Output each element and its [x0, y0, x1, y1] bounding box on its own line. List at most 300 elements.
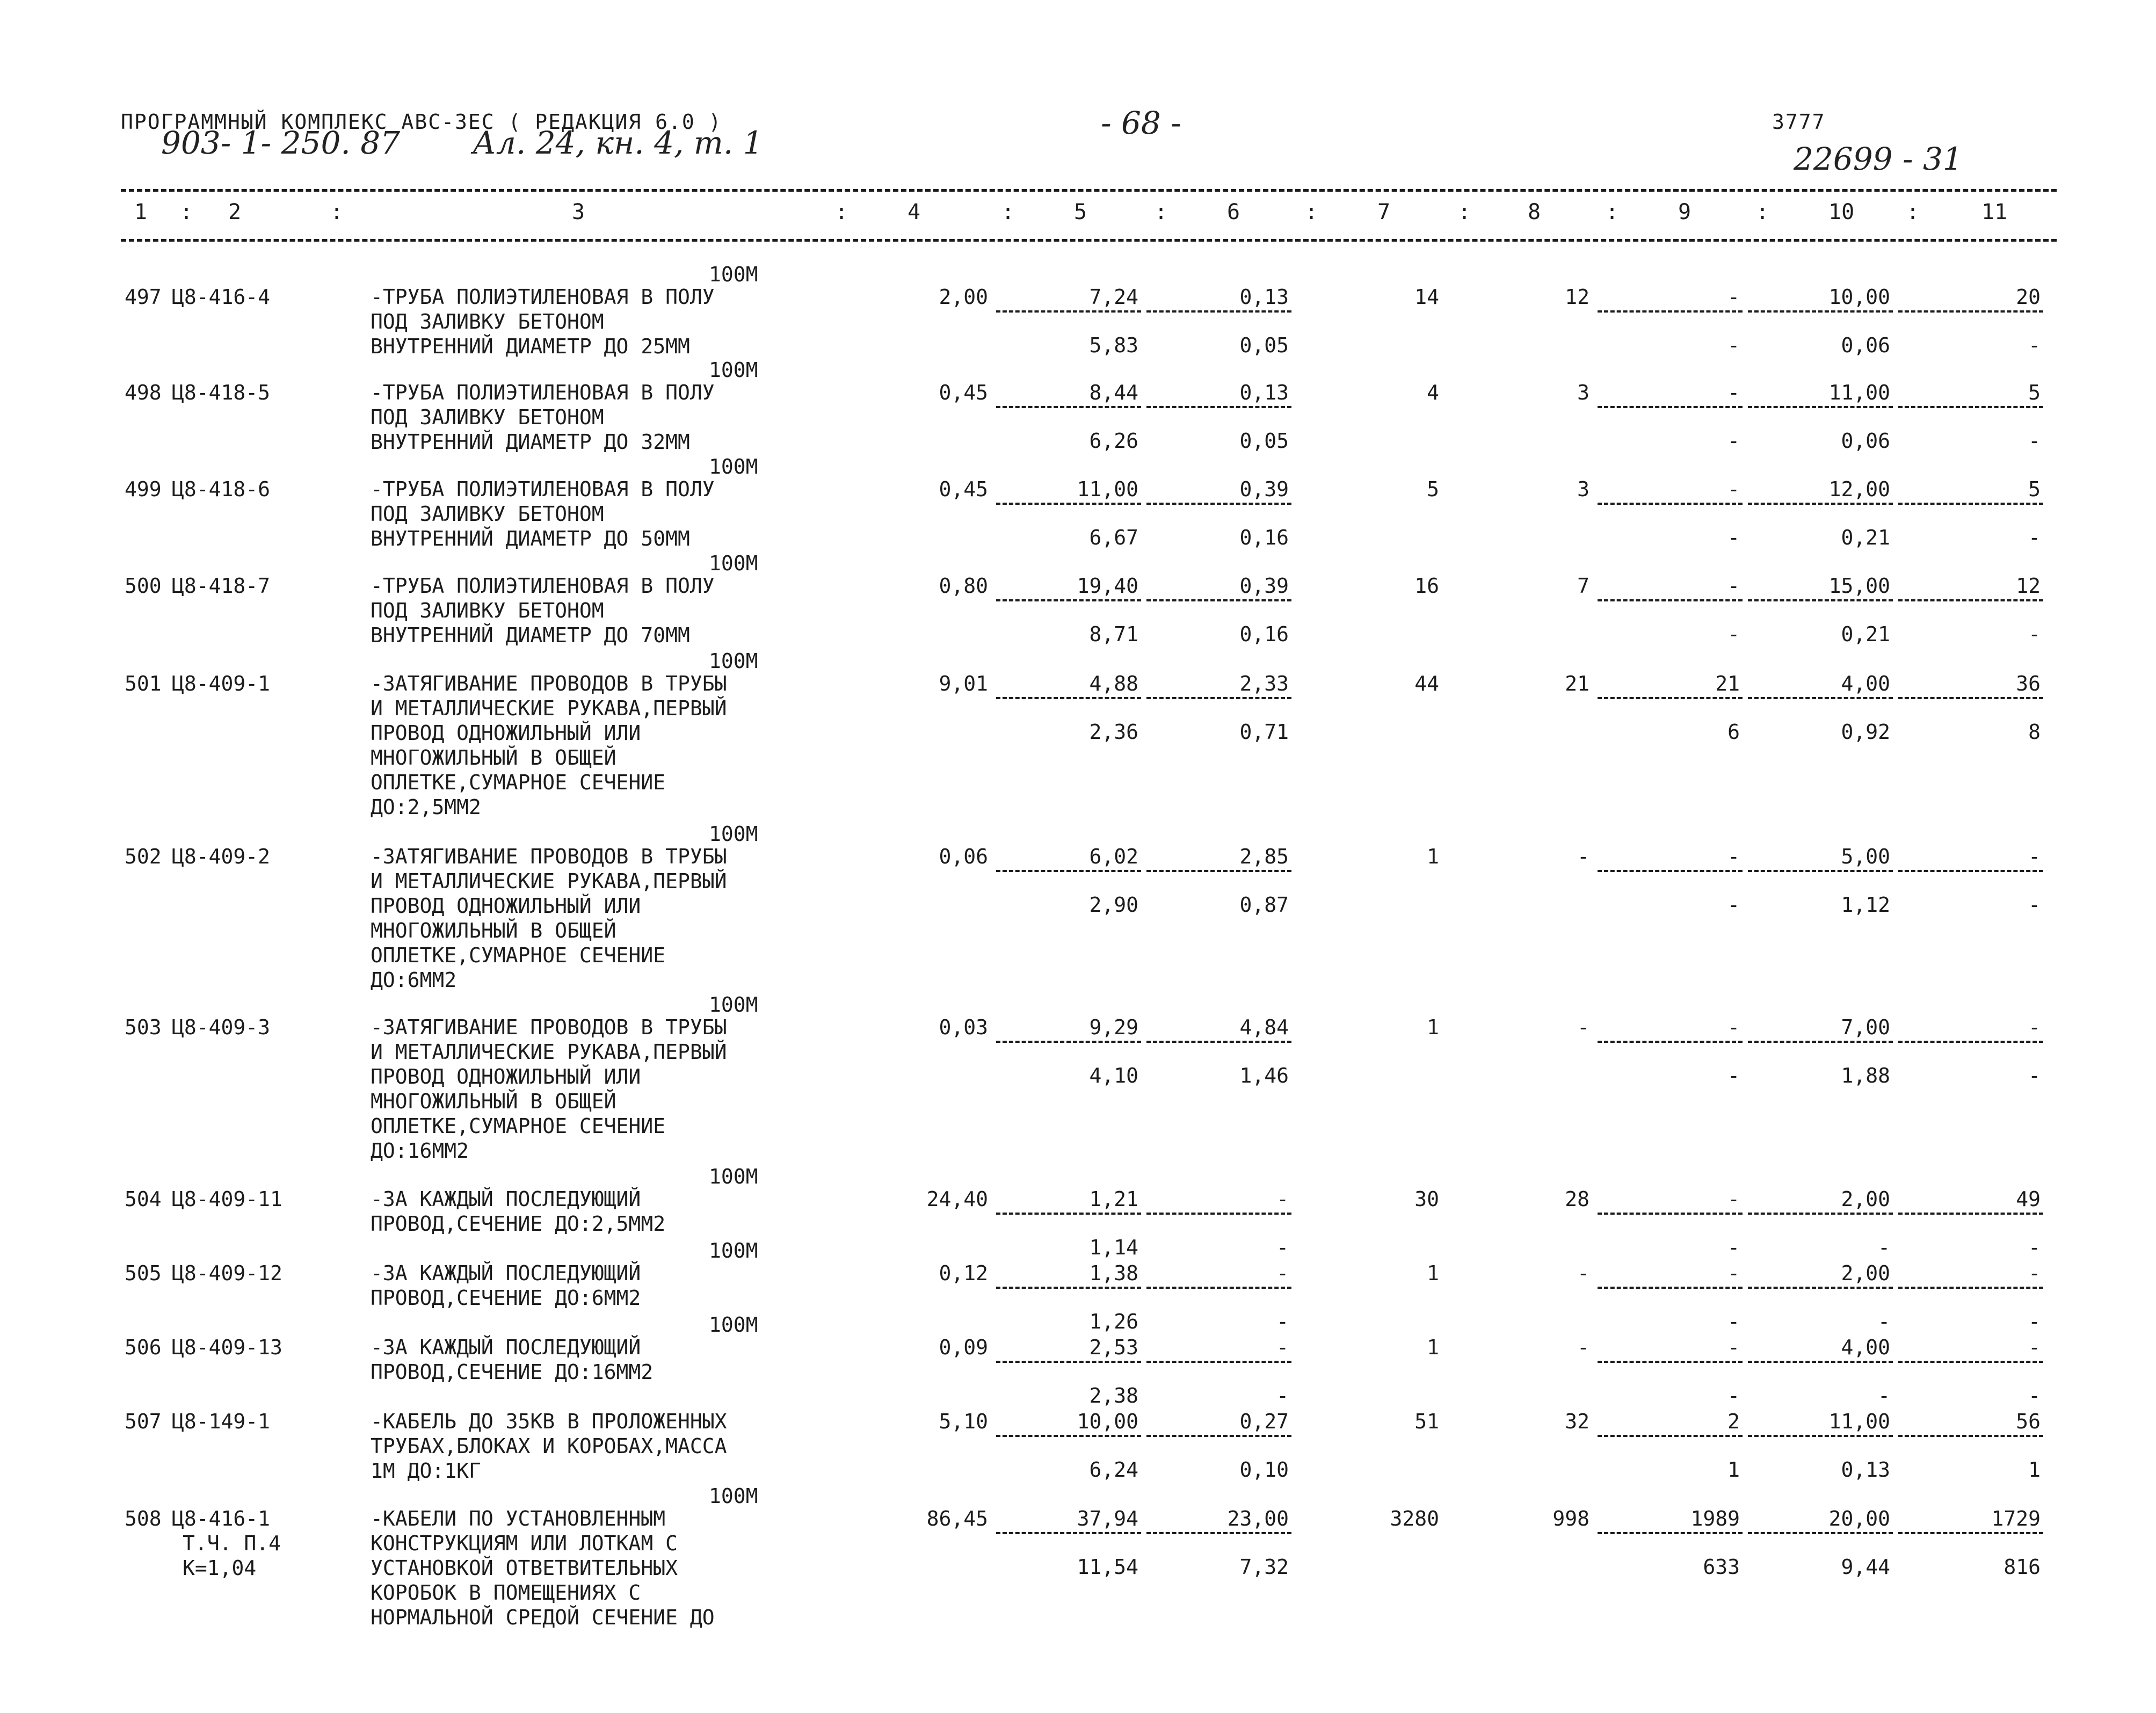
labor-total: - — [2028, 1015, 2041, 1039]
total-machines: - — [1727, 1261, 1740, 1285]
work-description — [371, 844, 854, 992]
description-line: ОПЛЕТКЕ,СУМАРНОЕ СЕЧЕНИЕ — [371, 771, 666, 794]
dashed-separator — [1898, 1287, 2043, 1289]
unit-label: 100М — [709, 649, 758, 673]
total-machine-wages: 633 — [1703, 1555, 1740, 1579]
rate-coefficient: К=1,04 — [183, 1556, 257, 1580]
column-number-8: 8 — [1528, 200, 1541, 224]
dashed-separator — [1598, 599, 1743, 601]
unit-cost-total: 7,24 — [1089, 285, 1138, 309]
description-line: -ЗАТЯГИВАНИЕ ПРОВОДОВ В ТРУБЫ — [371, 1015, 727, 1039]
unit-cost-total: 6,02 — [1089, 845, 1138, 868]
dashed-separator — [996, 1041, 1141, 1043]
dashed-separator — [996, 1361, 1141, 1363]
unit-cost-machines: 0,13 — [1239, 381, 1289, 404]
quantity: 0,06 — [939, 845, 988, 868]
dashed-separator — [1598, 697, 1743, 699]
description-line: ПРОВОД,СЕЧЕНИЕ ДО:16ММ2 — [371, 1360, 654, 1384]
description-line: ОПЛЕТКЕ,СУМАРНОЕ СЕЧЕНИЕ — [371, 943, 666, 967]
description-line: -ТРУБА ПОЛИЭТИЛЕНОВАЯ В ПОЛУ — [371, 574, 715, 598]
total-machine-wages: - — [1727, 1310, 1740, 1333]
unit-cost-machines: 23,00 — [1227, 1507, 1289, 1530]
column-number-6: 6 — [1227, 200, 1240, 224]
column-separator: : — [1458, 200, 1471, 224]
unit-cost-total: 1,38 — [1089, 1261, 1138, 1285]
column-number-4: 4 — [908, 200, 921, 224]
total-cost: 1 — [1427, 1335, 1439, 1359]
unit-cost-wages: 8,71 — [1089, 622, 1138, 646]
total-wages: 12 — [1565, 285, 1589, 309]
dashed-separator — [1898, 599, 2043, 601]
row-number: 504 — [125, 1187, 162, 1211]
dashed-separator — [996, 1532, 1141, 1534]
dashed-separator — [1898, 406, 2043, 408]
labor-per-unit: 4,00 — [1841, 672, 1890, 695]
description-line: И МЕТАЛЛИЧЕСКИЕ РУКАВА,ПЕРВЫЙ — [371, 696, 727, 720]
total-machine-wages: - — [1727, 1384, 1740, 1407]
dashed-separator — [1898, 870, 2043, 872]
total-wages: 3 — [1577, 477, 1589, 501]
unit-cost-machine-wages: 0,10 — [1239, 1458, 1289, 1482]
archive-number: 22699 - 31 — [1794, 141, 1963, 177]
labor-total: 12 — [2016, 574, 2041, 598]
total-wages: 3 — [1577, 381, 1589, 404]
total-cost: 1 — [1427, 1015, 1439, 1039]
unit-cost-total: 19,40 — [1077, 574, 1138, 598]
total-cost: 30 — [1414, 1187, 1439, 1211]
project-code: 903- 1- 250. 87 — [161, 125, 401, 161]
total-machine-wages: - — [1727, 1236, 1740, 1259]
description-line: ПОД ЗАЛИВКУ БЕТОНОМ — [371, 502, 604, 526]
unit-cost-wages: 1,26 — [1089, 1310, 1138, 1333]
program-line: ПРОГРАММНЫЙ КОМПЛЕКС АВС-3ЕС ( РЕДАКЦИЯ 6.0 ) — [121, 110, 722, 134]
unit-cost-total: 2,53 — [1089, 1335, 1138, 1359]
column-separator: : — [1001, 200, 1015, 224]
column-separator: : — [1606, 200, 1619, 224]
machinist-labor-per-unit: 0,21 — [1841, 622, 1890, 646]
total-cost: 4 — [1427, 381, 1439, 404]
unit-cost-wages: 11,54 — [1077, 1555, 1138, 1579]
unit-cost-machine-wages: 0,16 — [1239, 622, 1289, 646]
row-number: 497 — [125, 285, 162, 309]
machinist-labor-total: - — [2028, 622, 2041, 646]
column-number-9: 9 — [1678, 200, 1692, 224]
description-line: -ЗА КАЖДЫЙ ПОСЛЕДУЮЩИЙ — [371, 1261, 641, 1285]
total-cost: 16 — [1414, 574, 1439, 598]
rate-code: Ц8-418-6 — [172, 477, 271, 501]
machinist-labor-per-unit: 0,21 — [1841, 526, 1890, 549]
unit-cost-wages: 2,36 — [1089, 720, 1138, 744]
description-line: ОПЛЕТКЕ,СУМАРНОЕ СЕЧЕНИЕ — [371, 1114, 666, 1138]
machinist-labor-per-unit: 1,12 — [1841, 893, 1890, 917]
total-machine-wages: 6 — [1727, 720, 1740, 744]
quantity: 5,10 — [939, 1410, 988, 1433]
dashed-separator — [1598, 406, 1743, 408]
row-number: 508 — [125, 1507, 162, 1530]
dashed-separator — [1598, 1361, 1743, 1363]
work-description — [371, 671, 854, 819]
dashed-separator — [1146, 1041, 1291, 1043]
row-number: 502 — [125, 845, 162, 868]
unit-cost-total: 37,94 — [1077, 1507, 1138, 1530]
description-line: И МЕТАЛЛИЧЕСКИЕ РУКАВА,ПЕРВЫЙ — [371, 869, 727, 893]
row-number: 507 — [125, 1410, 162, 1433]
description-line: КОРОБОК В ПОМЕЩЕНИЯХ С — [371, 1581, 641, 1605]
column-separator: : — [330, 200, 344, 224]
dashed-separator — [1146, 697, 1291, 699]
dashed-separator — [1598, 1041, 1743, 1043]
unit-label: 100М — [709, 1313, 758, 1337]
column-separator: : — [835, 200, 848, 224]
unit-cost-wages: 4,10 — [1089, 1064, 1138, 1087]
dashed-separator — [1598, 1287, 1743, 1289]
total-machines: 1989 — [1690, 1507, 1740, 1530]
unit-cost-total: 1,21 — [1089, 1187, 1138, 1211]
unit-cost-wages: 6,26 — [1089, 429, 1138, 453]
description-line: ВНУТРЕННИЙ ДИАМЕТР ДО 70ММ — [371, 623, 690, 647]
dashed-separator — [1146, 1287, 1291, 1289]
total-wages: 998 — [1552, 1507, 1589, 1530]
description-line: УСТАНОВКОЙ ОТВЕТВИТЕЛЬНЫХ — [371, 1556, 678, 1580]
machinist-labor-total: - — [2028, 1310, 2041, 1333]
machinist-labor-total: - — [2028, 333, 2041, 357]
rate-code: Ц8-418-5 — [172, 381, 271, 404]
machinist-labor-total: - — [2028, 1236, 2041, 1259]
work-description — [371, 1335, 854, 1384]
work-description — [371, 285, 854, 359]
column-number-2: 2 — [228, 200, 242, 224]
description-line: ВНУТРЕННИЙ ДИАМЕТР ДО 25ММ — [371, 335, 690, 358]
machinist-labor-total: - — [2028, 1064, 2041, 1087]
dashed-separator — [1748, 406, 1893, 408]
labor-per-unit: 20,00 — [1828, 1507, 1890, 1530]
dashed-separator — [1898, 1435, 2043, 1437]
quantity: 86,45 — [926, 1507, 988, 1530]
labor-per-unit: 11,00 — [1828, 381, 1890, 404]
dashed-separator — [996, 697, 1141, 699]
description-line: ПРОВОД ОДНОЖИЛЬНЫЙ ИЛИ — [371, 721, 641, 745]
unit-cost-wages: 6,67 — [1089, 526, 1138, 549]
labor-total: - — [2028, 1335, 2041, 1359]
rate-code: Ц8-409-2 — [172, 845, 271, 868]
unit-cost-machines: 0,39 — [1239, 574, 1289, 598]
dashed-separator — [996, 406, 1141, 408]
dashed-separator — [1598, 1532, 1743, 1534]
dashed-separator — [1748, 1532, 1893, 1534]
unit-cost-machines: 2,33 — [1239, 672, 1289, 695]
quantity: 0,03 — [939, 1015, 988, 1039]
total-cost: 1 — [1427, 845, 1439, 868]
column-separator: : — [1155, 200, 1168, 224]
description-line: ПРОВОД ОДНОЖИЛЬНЫЙ ИЛИ — [371, 894, 641, 918]
quantity: 9,01 — [939, 672, 988, 695]
row-number: 506 — [125, 1335, 162, 1359]
unit-cost-wages: 2,90 — [1089, 893, 1138, 917]
column-number-11: 11 — [1981, 200, 2008, 224]
total-machines: 21 — [1715, 672, 1740, 695]
machinist-labor-per-unit: 0,06 — [1841, 333, 1890, 357]
unit-label: 100М — [709, 1165, 758, 1188]
labor-total: 49 — [2016, 1187, 2041, 1211]
album-reference: Ал. 24, кн. 4, т. 1 — [473, 125, 763, 161]
column-number-3: 3 — [572, 200, 585, 224]
unit-cost-machine-wages: 7,32 — [1239, 1555, 1289, 1579]
rate-code: Ц8-409-11 — [172, 1187, 282, 1211]
dashed-separator — [996, 310, 1141, 313]
total-wages: 32 — [1565, 1410, 1589, 1433]
column-number-10: 10 — [1828, 200, 1855, 224]
unit-label: 100М — [709, 1484, 758, 1508]
machinist-labor-per-unit: 0,92 — [1841, 720, 1890, 744]
dashed-separator — [1146, 870, 1291, 872]
unit-label: 100М — [709, 993, 758, 1017]
machinist-labor-per-unit: - — [1878, 1236, 1890, 1259]
unit-cost-machine-wages: 0,16 — [1239, 526, 1289, 549]
description-line: МНОГОЖИЛЬНЫЙ В ОБЩЕЙ — [371, 919, 616, 942]
labor-total: 5 — [2028, 477, 2041, 501]
column-number-5: 5 — [1074, 200, 1087, 224]
dashed-separator — [1146, 1361, 1291, 1363]
description-line: -ЗАТЯГИВАНИЕ ПРОВОДОВ В ТРУБЫ — [371, 672, 727, 695]
unit-cost-machines: - — [1276, 1261, 1289, 1285]
description-line: ПРОВОД,СЕЧЕНИЕ ДО:6ММ2 — [371, 1286, 641, 1310]
quantity: 2,00 — [939, 285, 988, 309]
dashed-separator — [1898, 1532, 2043, 1534]
dashed-separator — [996, 870, 1141, 872]
machinist-labor-total: - — [2028, 429, 2041, 453]
unit-cost-machine-wages: - — [1276, 1236, 1289, 1259]
unit-label: 100М — [709, 1239, 758, 1262]
description-line: ПОД ЗАЛИВКУ БЕТОНОМ — [371, 310, 604, 333]
dashed-separator — [1748, 503, 1893, 505]
unit-cost-machines: 4,84 — [1239, 1015, 1289, 1039]
work-description — [371, 1506, 854, 1630]
column-separator: : — [180, 200, 193, 224]
total-machines: - — [1727, 1335, 1740, 1359]
dashed-separator — [1748, 1041, 1893, 1043]
labor-per-unit: 5,00 — [1841, 845, 1890, 868]
dashed-separator — [1898, 1041, 2043, 1043]
rate-code: Ц8-409-1 — [172, 672, 271, 695]
description-line: ВНУТРЕННИЙ ДИАМЕТР ДО 32ММ — [371, 430, 690, 454]
description-line: НОРМАЛЬНОЙ СРЕДОЙ СЕЧЕНИЕ ДО — [371, 1606, 715, 1629]
unit-cost-machine-wages: - — [1276, 1384, 1289, 1407]
work-description — [371, 1187, 854, 1236]
total-machines: - — [1727, 845, 1740, 868]
dashed-separator — [1146, 1213, 1291, 1215]
unit-cost-wages: 5,83 — [1089, 333, 1138, 357]
dashed-separator — [1748, 697, 1893, 699]
unit-cost-total: 11,00 — [1077, 477, 1138, 501]
total-machines: - — [1727, 477, 1740, 501]
total-machine-wages: - — [1727, 526, 1740, 549]
unit-cost-total: 8,44 — [1089, 381, 1138, 404]
labor-per-unit: 15,00 — [1828, 574, 1890, 598]
quantity: 24,40 — [926, 1187, 988, 1211]
unit-cost-wages: 1,14 — [1089, 1236, 1138, 1259]
total-cost: 51 — [1414, 1410, 1439, 1433]
machinist-labor-per-unit: - — [1878, 1384, 1890, 1407]
row-number: 499 — [125, 477, 162, 501]
unit-cost-machine-wages: 0,05 — [1239, 429, 1289, 453]
quantity: 0,45 — [939, 477, 988, 501]
machinist-labor-total: 8 — [2028, 720, 2041, 744]
total-machine-wages: - — [1727, 429, 1740, 453]
description-line: ПРОВОД,СЕЧЕНИЕ ДО:2,5ММ2 — [371, 1212, 666, 1236]
dashed-separator — [1748, 1287, 1893, 1289]
dashed-separator — [1748, 599, 1893, 601]
description-line: И МЕТАЛЛИЧЕСКИЕ РУКАВА,ПЕРВЫЙ — [371, 1040, 727, 1064]
description-line: -ЗАТЯГИВАНИЕ ПРОВОДОВ В ТРУБЫ — [371, 845, 727, 868]
labor-total: 1729 — [1991, 1507, 2041, 1530]
rate-code: Ц8-418-7 — [172, 574, 271, 598]
unit-cost-machines: - — [1276, 1335, 1289, 1359]
unit-label: 100М — [709, 358, 758, 382]
work-description — [371, 1409, 854, 1483]
dashed-separator — [1748, 310, 1893, 313]
description-line: ДО:6ММ2 — [371, 968, 457, 992]
total-machine-wages: 1 — [1727, 1458, 1740, 1482]
unit-cost-total: 9,29 — [1089, 1015, 1138, 1039]
table-top-rule — [121, 189, 2057, 192]
work-description — [371, 1015, 854, 1163]
unit-label: 100М — [709, 263, 758, 286]
dashed-separator — [1748, 1361, 1893, 1363]
total-machines: - — [1727, 285, 1740, 309]
unit-cost-machines: 0,39 — [1239, 477, 1289, 501]
unit-cost-machines: 2,85 — [1239, 845, 1289, 868]
row-number: 503 — [125, 1015, 162, 1039]
labor-total: 56 — [2016, 1410, 2041, 1433]
rate-code: Ц8-416-1 — [172, 1507, 271, 1530]
unit-cost-machines: 0,13 — [1239, 285, 1289, 309]
total-machines: - — [1727, 1187, 1740, 1211]
total-machine-wages: - — [1727, 333, 1740, 357]
dashed-separator — [1598, 1435, 1743, 1437]
labor-per-unit: 10,00 — [1828, 285, 1890, 309]
work-description — [371, 574, 854, 648]
labor-total: 36 — [2016, 672, 2041, 695]
labor-total: - — [2028, 1261, 2041, 1285]
dashed-separator — [1146, 310, 1291, 313]
total-wages: - — [1577, 1261, 1589, 1285]
unit-cost-machine-wages: 0,05 — [1239, 333, 1289, 357]
description-line: КОНСТРУКЦИЯМ ИЛИ ЛОТКАМ С — [371, 1531, 678, 1555]
column-number-7: 7 — [1377, 200, 1391, 224]
work-description — [371, 1261, 854, 1310]
total-machines: - — [1727, 381, 1740, 404]
document-number: 3777 — [1772, 110, 1826, 134]
quantity: 0,09 — [939, 1335, 988, 1359]
unit-cost-total: 10,00 — [1077, 1410, 1138, 1433]
description-line: МНОГОЖИЛЬНЫЙ В ОБЩЕЙ — [371, 1090, 616, 1113]
unit-label: 100М — [709, 455, 758, 478]
dashed-separator — [1748, 1213, 1893, 1215]
quantity: 0,12 — [939, 1261, 988, 1285]
rate-code: Ц8-409-13 — [172, 1335, 282, 1359]
dashed-separator — [996, 1435, 1141, 1437]
labor-per-unit: 2,00 — [1841, 1187, 1890, 1211]
unit-cost-total: 4,88 — [1089, 672, 1138, 695]
total-machine-wages: - — [1727, 622, 1740, 646]
column-separator: : — [1305, 200, 1318, 224]
dashed-separator — [996, 1213, 1141, 1215]
total-cost: 14 — [1414, 285, 1439, 309]
rate-code: Ц8-409-3 — [172, 1015, 271, 1039]
total-cost: 44 — [1414, 672, 1439, 695]
total-machine-wages: - — [1727, 1064, 1740, 1087]
dashed-separator — [1898, 1213, 2043, 1215]
machinist-labor-total: - — [2028, 1384, 2041, 1407]
dashed-separator — [996, 599, 1141, 601]
total-machines: - — [1727, 1015, 1740, 1039]
labor-per-unit: 11,00 — [1828, 1410, 1890, 1433]
unit-cost-machine-wages: 0,87 — [1239, 893, 1289, 917]
dashed-separator — [1598, 503, 1743, 505]
description-line: ТРУБАХ,БЛОКАХ И КОРОБАХ,МАССА — [371, 1434, 727, 1458]
unit-cost-machines: 0,27 — [1239, 1410, 1289, 1433]
total-machines: 2 — [1727, 1410, 1740, 1433]
description-line: ПОД ЗАЛИВКУ БЕТОНОМ — [371, 405, 604, 429]
dashed-separator — [1898, 503, 2043, 505]
total-wages: 7 — [1577, 574, 1589, 598]
machinist-labor-per-unit: 9,44 — [1841, 1555, 1890, 1579]
dashed-separator — [1598, 310, 1743, 313]
dashed-separator — [1146, 599, 1291, 601]
labor-per-unit: 2,00 — [1841, 1261, 1890, 1285]
total-cost: 1 — [1427, 1261, 1439, 1285]
labor-per-unit: 7,00 — [1841, 1015, 1890, 1039]
dashed-separator — [996, 1287, 1141, 1289]
description-line: ВНУТРЕННИЙ ДИАМЕТР ДО 50ММ — [371, 527, 690, 550]
dashed-separator — [1748, 1435, 1893, 1437]
description-line: ДО:2,5ММ2 — [371, 795, 481, 819]
description-line: ДО:16ММ2 — [371, 1139, 469, 1163]
description-line: -ТРУБА ПОЛИЭТИЛЕНОВАЯ В ПОЛУ — [371, 285, 715, 309]
total-cost: 3280 — [1390, 1507, 1439, 1530]
unit-cost-wages: 2,38 — [1089, 1384, 1138, 1407]
dashed-separator — [1748, 870, 1893, 872]
work-description — [371, 477, 854, 551]
machinist-labor-total: 816 — [2003, 1555, 2041, 1579]
column-number-1: 1 — [134, 200, 148, 224]
dashed-separator — [1146, 406, 1291, 408]
description-line: ПОД ЗАЛИВКУ БЕТОНОМ — [371, 599, 604, 622]
description-line: -КАБЕЛИ ПО УСТАНОВЛЕННЫМ — [371, 1507, 666, 1530]
labor-per-unit: 12,00 — [1828, 477, 1890, 501]
machinist-labor-per-unit: 0,06 — [1841, 429, 1890, 453]
machinist-labor-per-unit: 1,88 — [1841, 1064, 1890, 1087]
unit-cost-machine-wages: 0,71 — [1239, 720, 1289, 744]
dashed-separator — [1898, 310, 2043, 313]
unit-cost-wages: 6,24 — [1089, 1458, 1138, 1482]
row-number: 500 — [125, 574, 162, 598]
rate-code: Ц8-409-12 — [172, 1261, 282, 1285]
unit-cost-machine-wages: - — [1276, 1310, 1289, 1333]
machinist-labor-per-unit: 0,13 — [1841, 1458, 1890, 1482]
row-number: 498 — [125, 381, 162, 404]
labor-total: 5 — [2028, 381, 2041, 404]
description-line: 1М ДО:1КГ — [371, 1459, 481, 1483]
rate-code: Ц8-149-1 — [172, 1410, 271, 1433]
total-machines: - — [1727, 574, 1740, 598]
labor-per-unit: 4,00 — [1841, 1335, 1890, 1359]
machinist-labor-per-unit: - — [1878, 1310, 1890, 1333]
column-separator: : — [1906, 200, 1920, 224]
description-line: МНОГОЖИЛЬНЫЙ В ОБЩЕЙ — [371, 746, 616, 770]
total-wages: - — [1577, 1015, 1589, 1039]
unit-label: 100М — [709, 822, 758, 846]
